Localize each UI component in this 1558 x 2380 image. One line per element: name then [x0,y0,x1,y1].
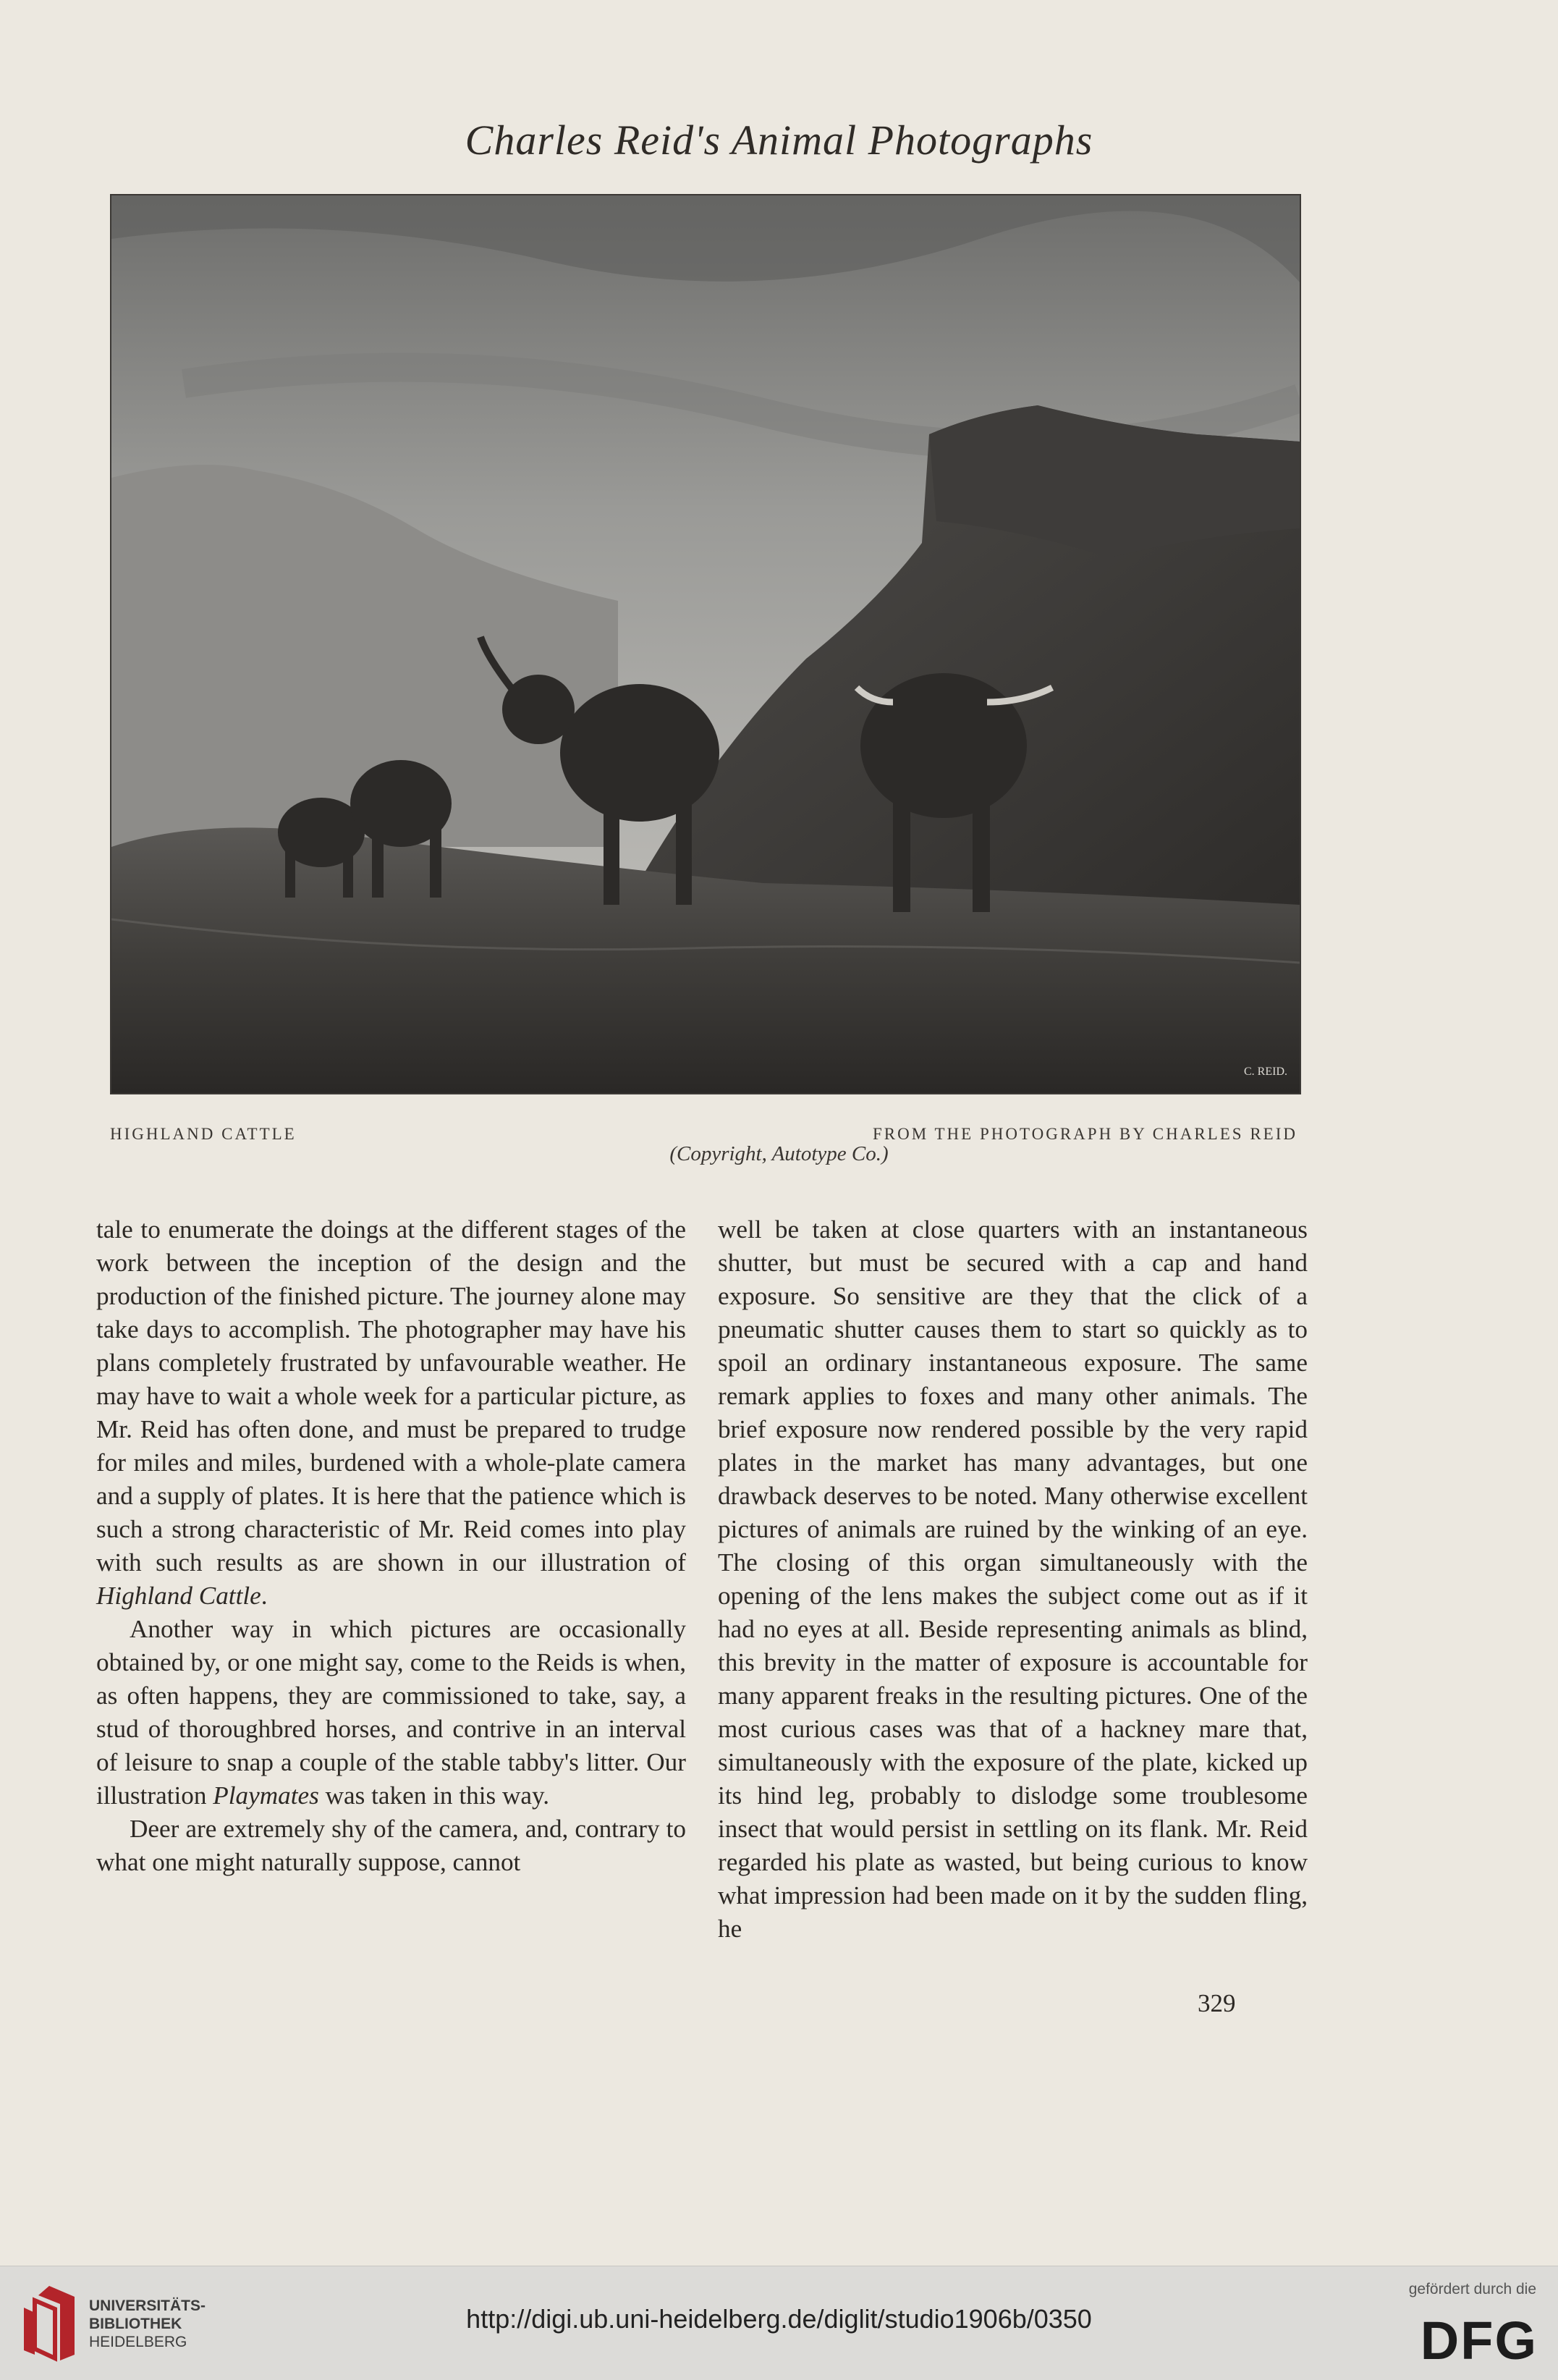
plate-caption-credit: FROM THE PHOTOGRAPH BY CHARLES REID [872,1125,1297,1143]
paragraph: Deer are extremely shy of the camera, and, contrary to what one might naturally suppose, cannot [96,1815,686,1876]
photo-plate-highland-cattle [110,194,1301,1094]
digitization-footer [0,2266,1558,2380]
paragraph: well be taken at close quarters with an instantaneous shutter, but must be secured with a cap and hand exposure. So sensitive are they that the click of a pneumatic shutter causes them to start so quickly as to spoil an ordinary instantaneous exposure. The same remark applies to foxes and many other animals. The brief exposure now rendered possible by the very rapid plates in the market has many advantages, but one drawback deserves to be noted. Many otherwise excellent pictures of animals are ruined by the winking of an eye. The closing of this organ simultaneously with the opening of the lens makes the subject come out as if it had no eyes at all. Beside representing animals as blind, this brevity in the matter of exposure is accountable for many apparent freaks in the resulting pictures. One of the most curious cases was that of a hackney mare that, simultaneously with the exposure of the plate, kicked up its hind leg, probably to dislodge some troublesome insect that would persist in settling on its flank. Mr. Reid regarded his plate as wasted, but being curious to know what impression had been made on it by the sudden fling, he [718,1215,1308,1943]
text-column-right [718,1213,1308,1946]
paragraph: tale to enumerate the doings at the different stages of the work between the inception of the design and the production of the finished picture. The journey alone may take days to accomplish. The photographer may have his plans completely frustrated by unfavourable weather. He may have to wait a whole week for a particular picture, as Mr. Reid has often done, and must be prepared to trudge for miles and miles, burdened with a whole-plate camera and a supply of plates. It is here that the patience which is such a strong characteristic of Mr. Reid comes into play with such results as are shown in our illustration of Highland Cattle. [96,1215,686,1610]
photo-signature: C. REID. [1244,1065,1287,1078]
permalink[interactable]: http://digi.ub.uni-heidelberg.de/diglit/studio1906b/0350 [466,2304,1092,2334]
library-name: UNIVERSITÄTS- BIBLIOTHEK HEIDELBERG [89,2297,206,2350]
funded-by-label: gefördert durch die [1408,2281,1536,2297]
highland-cattle-photo [111,195,1300,1093]
text-column-left [96,1213,686,1879]
illustration-title: Highland Cattle [96,1582,261,1610]
plate-caption-title: HIGHLAND CATTLE [110,1125,297,1143]
paragraph: Another way in which pictures are occasionally obtained by, or one might say, come to the Reids is when, as often happens, they are commissioned to take, say, a stud of thoroughbred horses, and contrive in an interval of leisure to snap a couple of the stable tabby's litter. Our illustration Playmates was taken in this way. [96,1615,686,1810]
dfg-logo: DFG [1420,2311,1538,2371]
running-head: Charles Reid's Animal Photographs [465,117,1093,164]
illustration-title: Playmates [213,1781,319,1810]
plate-copyright: (Copyright, Autotype Co.) [669,1142,889,1165]
page-number: 329 [1198,1989,1236,2017]
